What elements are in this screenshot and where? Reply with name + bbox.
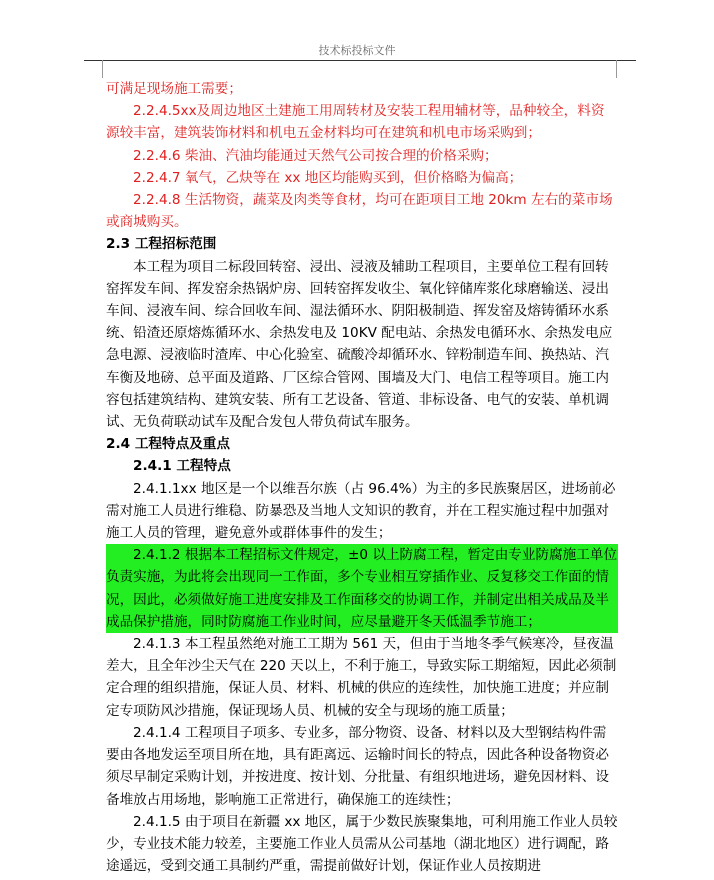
red-paragraph-1: 可满足现场施工需要； xyxy=(106,81,242,97)
subsection-heading-2-4-1: 2.4.1 工程特点 xyxy=(133,458,231,475)
document-body xyxy=(106,78,618,877)
paragraph-2-4-1-4: 2.4.1.4 工程项目子项多、专业多，部分物资、设备、材料以及大型钢结构件需要由各地发运至项目所在地，具有距离远、运输时间长的特点，因此各种设备物资必须尽早制定采购计划，并按进度、按计划、分批量、有组织地进场，避免因材料、设备堆放占用场地，影响施工正常进行，确保施工的连续性； xyxy=(106,724,609,808)
red-paragraph-2: 2.2.4.5xx及周边地区土建施工用周转材及安装工程用辅材等，品种较全，料资源较丰富，建筑装饰材料和机电五金材料均可在建筑和机电市场采购到； xyxy=(106,103,605,142)
section-heading-2-3: 2.3 工程招标范围 xyxy=(106,236,217,253)
header-rule xyxy=(84,60,636,61)
crop-mark-right xyxy=(616,60,635,78)
section-2-3-body: 本工程为项目二标段回转窑、浸出、浸液及辅助工程项目，主要单位工程有回转窑挥发车间、挥发窑余热锅炉房、回转窑挥发收尘、氧化锌储库浆化球磨输送、浸出车间、浸液车间、综合回收车间、湿法循环水、阴阳极制造、挥发窑及熔铸循环水系统、铅渣还原熔炼循环水、余热发电及 10KV 配电站、余热发电循环水、余热发电应急电源、浸液临时渣库、中心化验室、硫酸冷却循环水、锌粉制造车间、换热站、汽车衡及地磅、总平面及道路、厂区综合管网、围墙及大门、电信工程等项目。施工内容包括建筑结构、建筑安装、所有工艺设备、管道、非标设备、电气的安装、单机调试、无负荷联动试车及配合发包人带负荷试车服务。 xyxy=(106,258,613,431)
red-paragraph-4: 2.2.4.7 氧气，乙炔等在 xx 地区均能购买到，但价格略为偏高； xyxy=(133,169,523,186)
paragraph-2-4-1-5: 2.4.1.5 由于项目在新疆 xx 地区，属于少数民族聚集地，可利用施工作业人员较少，专业技术能力较差，主要施工作业人员需从公司基地（湖北地区）进行调配，路途遥远，受到交通工具制约严重，需提前做好计划，保证作业人员按期进 xyxy=(106,813,618,875)
red-paragraph-3: 2.2.4.6 柴油、汽油均能通过天然气公司按合理的价格采购； xyxy=(133,147,498,164)
highlighted-paragraph-2-4-1-2: 2.4.1.2 根据本工程招标文件规定，±0 以上防腐工程，暂定由专业防腐施工单位负责实施，为此将会出现同一工作面，多个专业相互穿插作业、反复移交工作面的情况，因此，必须做好施工进度安排及工作面移交的协调工作，并制定出相关成品及半成品保护措施，同时防腐施工作业时间，应尽量避开冬天低温季节施工； xyxy=(106,544,618,633)
paragraph-2-4-1-3: 2.4.1.3 本工程虽然绝对施工工期为 561 天，但由于当地冬季气候寒冷，昼夜温差大，且全年沙尘天气在 220 天以上，不利于施工，导致实际工期缩短，因此必须制定合理的组织措施，保证人员、材料、机械的供应的连续性，加快施工进度；并应制定专项防风沙措施，保证现场人员、机械的安全与现场的施工质量； xyxy=(106,636,617,719)
paragraph-2-4-1-1: 2.4.1.1xx 地区是一个以维吾尔族（占 96.4%）为主的多民族聚居区，进场前必需对施工人员进行维稳、防暴恐及当地人文知识的教育，并在工程实施过程中加强对施工人员的管理，避免意外或群体事件的发生； xyxy=(106,480,616,542)
crop-mark-left xyxy=(84,60,103,78)
red-paragraph-5: 2.2.4.8 生活物资，蔬菜及肉类等食材，均可在距项目工地 20km 左右的菜市场或商城购买。 xyxy=(106,192,613,231)
section-heading-2-4: 2.4 工程特点及重点 xyxy=(106,436,230,453)
page-header-title: 技术标投标文件 xyxy=(318,44,396,57)
